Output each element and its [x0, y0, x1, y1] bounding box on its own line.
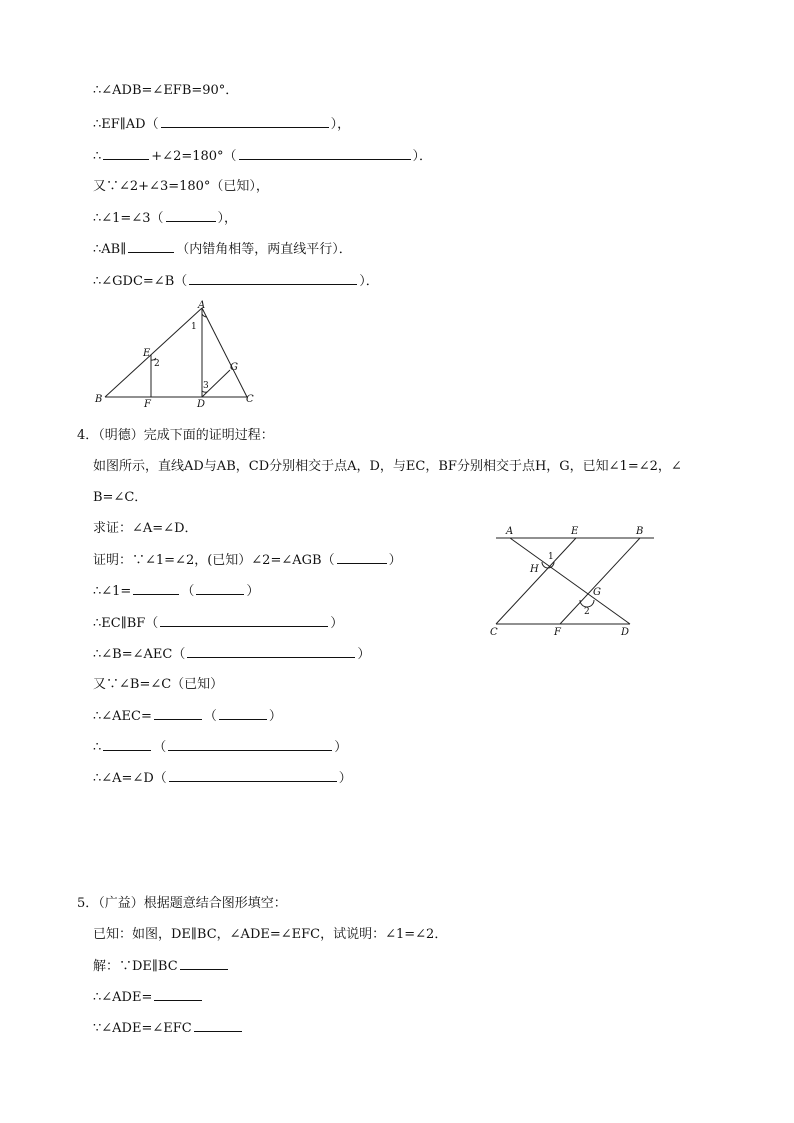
q4-prove: 求证：∠A=∠D．	[93, 521, 198, 536]
blank[interactable]	[103, 147, 149, 160]
blank[interactable]	[189, 272, 357, 285]
blank[interactable]	[154, 988, 202, 1001]
label-3: 3	[203, 381, 209, 391]
label-H: H	[530, 564, 539, 575]
angle-3-arc	[202, 391, 207, 392]
q3-line-6: ∴AB∥ （内错角相等，两直线平行）．	[93, 242, 352, 257]
label-A: A	[506, 526, 514, 537]
label-D: D	[621, 627, 630, 638]
q4-proof-8: ∴∠A=∠D（ ）	[93, 771, 352, 786]
blank[interactable]	[180, 957, 228, 970]
angle-2-arc	[580, 600, 594, 607]
blank[interactable]	[194, 1019, 242, 1032]
label-C: C	[490, 627, 498, 638]
q4-desc-1: 如图所示，直线AD与AB，CD分别相交于点A，D，与EC，BF分别相交于点H，G，已知∠1=∠2，∠	[93, 459, 682, 474]
blank[interactable]	[166, 209, 216, 222]
blank[interactable]	[169, 769, 337, 782]
q5-given: 已知：如图，DE∥BC，∠ADE=∠EFC，试说明：∠1=∠2．	[93, 927, 448, 942]
label-G: G	[230, 362, 238, 373]
line-AC	[202, 308, 247, 397]
q4-proof-3: ∴EC∥BF（ ）	[93, 616, 344, 631]
blank[interactable]	[128, 240, 174, 253]
q4-desc-2: B=∠C．	[93, 490, 148, 505]
blank[interactable]	[187, 645, 355, 658]
label-1: 1	[191, 322, 197, 332]
q4-proof-4: ∴∠B=∠AEC（ ）	[93, 647, 371, 662]
q3-line-5: ∴∠1=∠3（ ），	[93, 211, 238, 226]
label-C: C	[246, 394, 254, 405]
blank[interactable]	[239, 147, 411, 160]
q3-line-7: ∴∠GDC=∠B（ ）．	[93, 274, 379, 289]
q3-figure	[90, 300, 270, 410]
blank[interactable]	[168, 738, 332, 751]
label-F: F	[144, 399, 151, 410]
q4-figure	[488, 520, 668, 640]
label-2: 2	[154, 359, 160, 369]
q5-step-2: ∴∠ADE=	[93, 988, 204, 1007]
q3-line-1: ∴∠ADB=∠EFB=90°．	[93, 83, 239, 98]
label-A: A	[198, 300, 206, 311]
label-B: B	[95, 394, 103, 405]
label-2: 2	[584, 607, 590, 617]
q4-proof-1: 证明：∵∠1=∠2，(已知）∠2=∠AGB（ ）	[93, 553, 402, 568]
label-F: F	[554, 627, 561, 638]
q4-title: 4．（明德）完成下面的证明过程：	[77, 428, 274, 443]
label-E: E	[571, 526, 579, 537]
q5-step-1: 解：∵DE∥BC	[93, 957, 230, 976]
line-AD	[510, 538, 630, 624]
blank[interactable]	[161, 115, 329, 128]
blank[interactable]	[103, 738, 151, 751]
blank[interactable]	[133, 582, 179, 595]
q3-line-3: ∴ +∠2=180°（ ）．	[93, 149, 433, 164]
q3-line-4: 又∵∠2+∠3=180°（已知），	[93, 179, 269, 194]
q4-proof-5: 又∵∠B=∠C（已知）	[93, 677, 224, 692]
q4-proof-2: ∴∠1= （ ）	[93, 584, 260, 599]
blank[interactable]	[219, 707, 267, 720]
label-1: 1	[548, 552, 554, 562]
blank[interactable]	[154, 707, 202, 720]
line-BA	[105, 308, 202, 397]
label-G: G	[593, 587, 601, 598]
q4-proof-7: ∴ （ ）	[93, 740, 348, 755]
blank[interactable]	[160, 614, 328, 627]
q5-title: 5．（广益）根据题意结合图形填空：	[77, 896, 287, 911]
label-D: D	[197, 399, 206, 410]
q5-step-3: ∵∠ADE=∠EFC	[93, 1019, 244, 1038]
q3-line-2: ∴EF∥AD（ ），	[93, 117, 351, 132]
line-BF	[560, 538, 640, 624]
q4-proof-6: ∴∠AEC= （ ）	[93, 709, 282, 724]
label-B: B	[636, 526, 644, 537]
blank[interactable]	[337, 551, 387, 564]
blank[interactable]	[196, 582, 244, 595]
label-E: E	[143, 348, 151, 359]
line-EC	[496, 538, 576, 624]
